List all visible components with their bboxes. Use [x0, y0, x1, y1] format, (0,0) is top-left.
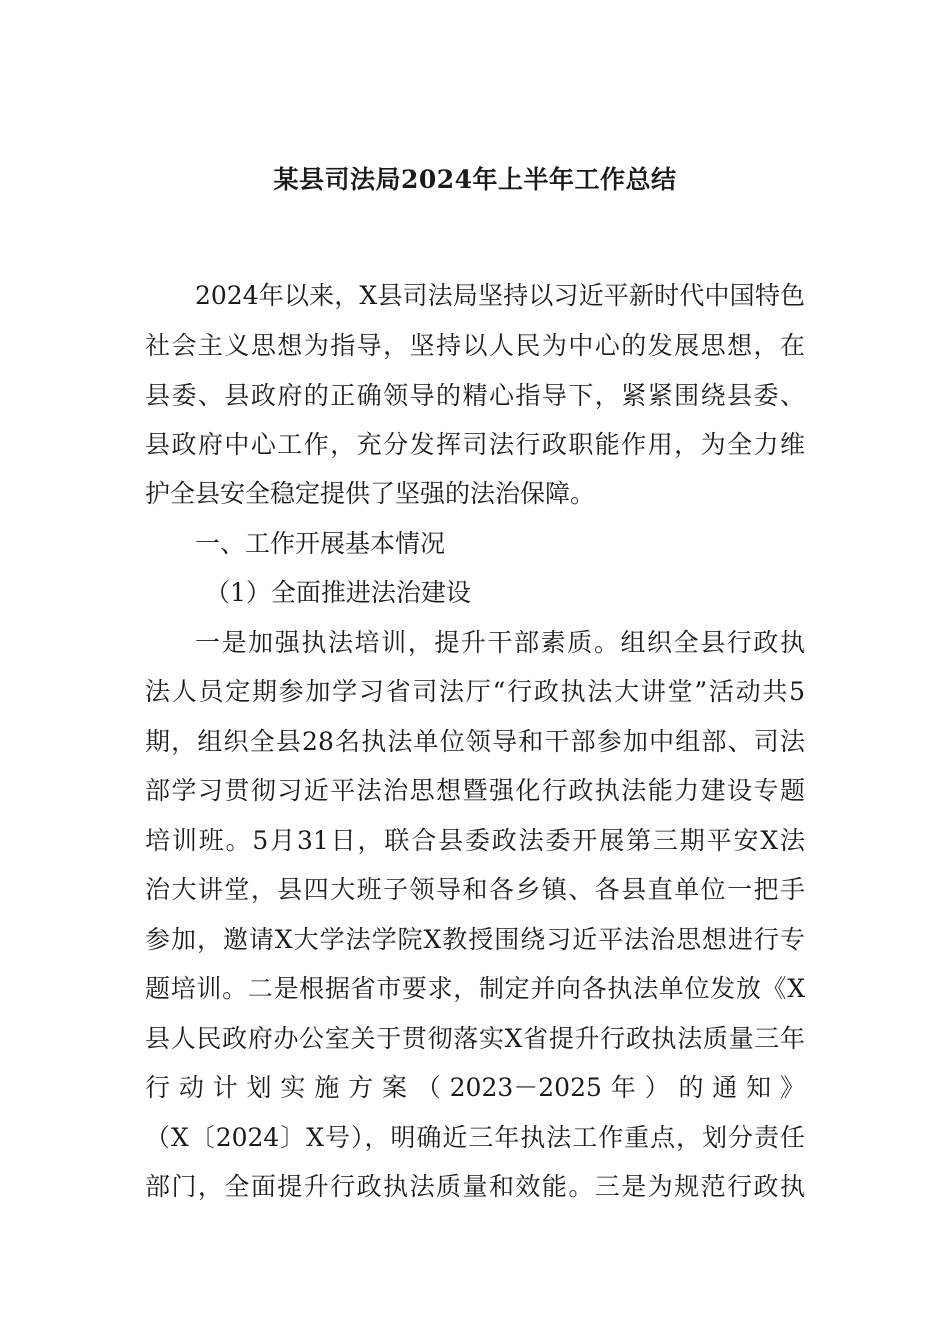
body-line-6: 治大讲堂，县四大班子领导和各乡镇、各县直单位一把手 — [145, 875, 805, 904]
document-title: 某县司法局2024年上半年工作总结 — [273, 165, 677, 194]
body-line-10: 行动计划实施方案（2023－2025年）的通知》 — [145, 1073, 805, 1102]
subsection-heading: （1）全面推进法治建设 — [205, 578, 471, 607]
body-line-9: 县人民政府办公室关于贯彻落实X省提升行政执法质量三年 — [145, 1024, 805, 1053]
body-line-1: 一是加强执法培训，提升干部素质。组织全县行政执 — [195, 628, 805, 657]
intro-line-4: 县政府中心工作，充分发挥司法行政职能作用，为全力维 — [145, 430, 805, 459]
body-line-2: 法人员定期参加学习省司法厅“行政执法大讲堂”活动共5 — [145, 677, 805, 706]
section-heading: 一、工作开展基本情况 — [195, 529, 446, 558]
body-line-11: （X〔2024〕X号），明确近三年执法工作重点，划分责任 — [145, 1123, 805, 1152]
intro-line-5: 护全县安全稳定提供了坚强的法治保障。 — [145, 479, 596, 508]
body-line-8: 题培训。二是根据省市要求，制定并向各执法单位发放《X — [145, 974, 805, 1003]
body-line-3: 期，组织全县28名执法单位领导和干部参加中组部、司法 — [145, 727, 805, 756]
body-line-7: 参加，邀请X大学法学院X教授围绕习近平法治思想进行专 — [145, 925, 805, 954]
intro-line-3: 县委、县政府的正确领导的精心指导下，紧紧围绕县委、 — [145, 381, 805, 410]
intro-line-2: 社会主义思想为指导，坚持以人民为中心的发展思想，在 — [145, 331, 805, 360]
intro-line-1: 2024年以来，X县司法局坚持以习近平新时代中国特色 — [195, 281, 805, 310]
body-line-12: 部门，全面提升行政执法质量和效能。三是为规范行政执 — [145, 1172, 805, 1201]
body-line-5: 培训班。5月31日，联合县委政法委开展第三期平安X法 — [145, 826, 805, 855]
body-line-4: 部学习贯彻习近平法治思想暨强化行政执法能力建设专题 — [145, 776, 805, 805]
